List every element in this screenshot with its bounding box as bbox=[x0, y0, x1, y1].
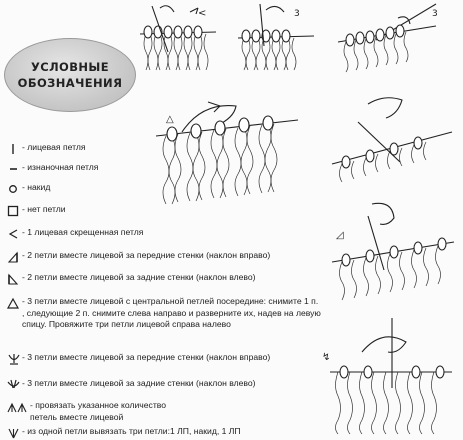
vertical-bar-icon bbox=[6, 142, 20, 155]
legend-text: - нет петли bbox=[22, 204, 66, 214]
circle-icon bbox=[6, 182, 20, 195]
title-line-1: УСЛОВНЫЕ bbox=[31, 60, 109, 74]
svg-text:<: < bbox=[198, 8, 207, 19]
arrows-up-icon bbox=[6, 400, 28, 413]
legend-text: - 1 лицевая скрещенная петля bbox=[22, 227, 144, 237]
svg-text:↯: ↯ bbox=[322, 352, 331, 363]
legend-text: - из одной петли вывязать три петли:1 ЛП, накид, 1 ЛП bbox=[22, 426, 241, 436]
svg-text:3: 3 bbox=[294, 9, 300, 19]
svg-text:3: 3 bbox=[432, 9, 438, 19]
legend-item bbox=[6, 272, 256, 285]
legend-text: - лицевая петля bbox=[22, 142, 86, 152]
legend-item bbox=[6, 296, 321, 331]
legend-text: - накид bbox=[22, 182, 51, 192]
legend-text: - провязать указанное количество петель вместе лицевой bbox=[30, 400, 167, 422]
legend-item bbox=[6, 162, 98, 175]
legend-item bbox=[6, 378, 256, 391]
triangle-icon bbox=[6, 296, 20, 309]
three-left-icon bbox=[6, 378, 20, 391]
svg-text:◿: ◿ bbox=[336, 230, 344, 241]
square-icon bbox=[6, 204, 20, 217]
legend-item bbox=[6, 352, 270, 365]
fan-icon bbox=[6, 426, 20, 439]
legend-item bbox=[6, 250, 270, 263]
title-line-2: ОБОЗНАЧЕНИЯ bbox=[17, 76, 123, 90]
legend-item bbox=[6, 400, 246, 423]
svg-text:△: △ bbox=[166, 114, 174, 125]
legend-item bbox=[6, 182, 50, 195]
legend-item bbox=[6, 142, 86, 155]
legend-item bbox=[6, 204, 66, 217]
legend-text: - изнаночная петля bbox=[22, 162, 99, 172]
legend-item bbox=[6, 426, 241, 439]
dash-icon bbox=[6, 162, 20, 175]
legend-text: - 3 петли вместе лицевой с центральной петлей посередине: снимите 1 п. , следующие 2 п. снимите слева направо и разверните их, надев на левую спицу. Провяжите три петли лицевой справа налево bbox=[22, 296, 321, 330]
legend-text: - 3 петли вместе лицевой за передние стенки (наклон вправо) bbox=[22, 352, 271, 362]
left-slant-icon bbox=[6, 272, 20, 285]
three-right-icon bbox=[6, 352, 20, 365]
legend-text: - 2 петли вместе лицевой за передние стенки (наклон вправо) bbox=[22, 250, 271, 260]
crossed-stitch-icon bbox=[6, 227, 20, 240]
legend-text: - 2 петли вместе лицевой за задние стенки (наклон влево) bbox=[22, 272, 256, 282]
right-slant-icon bbox=[6, 250, 20, 263]
legend-text: - 3 петли вместе лицевой за задние стенки (наклон влево) bbox=[22, 378, 256, 388]
legend-item bbox=[6, 227, 143, 240]
